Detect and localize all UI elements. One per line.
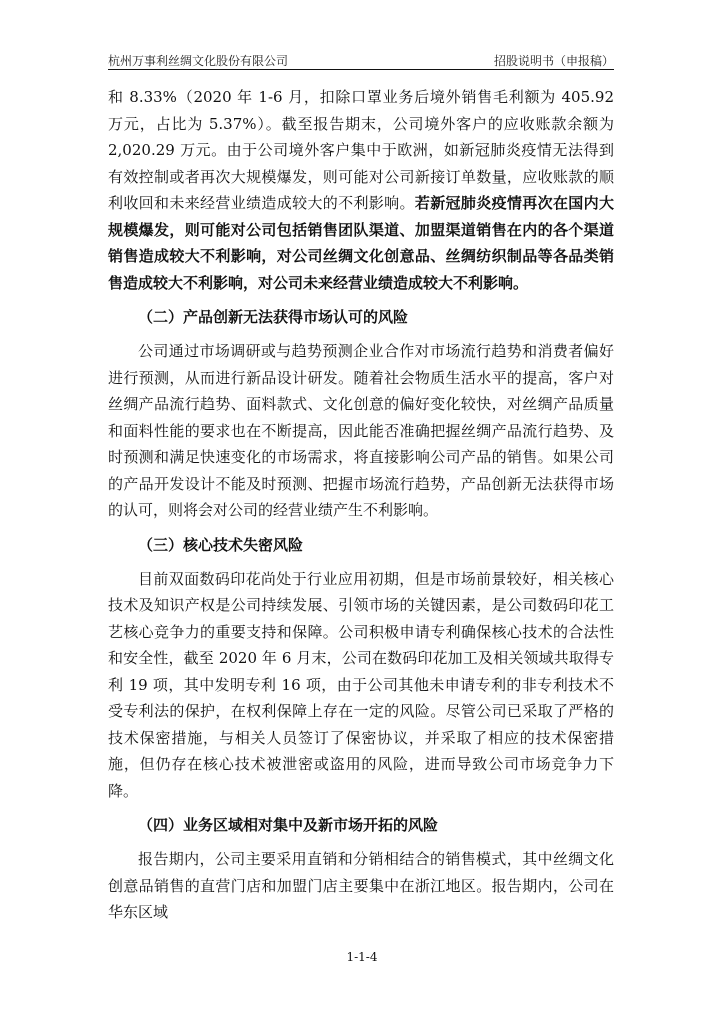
section-heading-regional-concentration: （四）业务区域相对集中及新市场开拓的风险	[138, 816, 439, 834]
page-number: 1-1-4	[346, 950, 378, 964]
header-document-title: 招股说明书（申报稿）	[493, 54, 614, 68]
section-heading-product-innovation: （二）产品创新无法获得市场认可的风险	[138, 308, 409, 326]
paragraph-tech-leak: 目前双面数码印花尚处于行业应用初期，但是市场前景较好，相关核心技术及知识产权是公司持续发展、引领市场的关键因素，是公司数码印花工艺核心竞争力的重要支持和保障。公司积极申请专利确保核心技术的合法性和安全性，截至 2020 年 6 月末，公司在数码印花加工及相关领域共取得专利 19 项，其中发明专利 16 项，由于公司其他未申请专利的非专利技术不受专利法的保护，在权利保障上存在一定的风险。尽管公司已采取了严格的技术保密措施，与相关人员签订了保密协议，并采取了相应的技术保密措施，但仍存在核心技术被泄密或盗用的风险，进而导致公司市场竞争力下降。	[108, 569, 614, 800]
paragraph-text: 和 8.33%（2020 年 1-6 月，扣除口罩业务后境外销售毛利额为 405.92 万元，占比为 5.37%）。截至报告期末，公司境外客户的应收账款余额为 2,020.29 万元。由于公司境外客户集中于欧洲，如新冠肺炎疫情无法得到有效控制或者再次大规模爆发，则可能对公司新接订单数量，应收账款的顺利收回和未来经营业绩造成较大的不利影响。	[108, 88, 614, 212]
section-heading-tech-leak: （三）核心技术失密风险	[138, 535, 304, 554]
paragraph-covid-impact	[108, 84, 614, 296]
page-body	[108, 84, 614, 926]
header-divider	[108, 69, 614, 70]
header-company-name: 杭州万事利丝绸文化股份有限公司	[108, 54, 289, 68]
paragraph-product-innovation: 公司通过市场调研或与趋势预测企业合作对市场流行趋势和消费者偏好进行预测，从而进行新品设计研发。随着社会物质生活水平的提高，客户对丝绸产品流行趋势、面料款式、文化创意的偏好变化较快，对丝绸产品质量和面料性能的要求也在不断提高，因此能否准确把握丝绸产品流行趋势、及时预测和满足快速变化的市场需求，将直接影响公司产品的销售。如果公司的产品开发设计不能及时预测、把握市场流行趋势，产品创新无法获得市场的认可，则将会对公司的经营业绩产生不利影响。	[108, 342, 614, 519]
paragraph-regional-concentration: 报告期内，公司主要采用直销和分销相结合的销售模式，其中丝绸文化创意品销售的直营门店和加盟门店主要集中在浙江地区。报告期内，公司在华东区域	[108, 850, 614, 921]
page-header	[108, 48, 614, 70]
paragraph-bold-text: 若新冠肺炎疫情再次在国内大规模爆发，则可能对公司包括销售团队渠道、加盟渠道销售在内的各个渠道销售造成较大不利影响，对公司丝绸文化创意品、丝绸纺织制品等各品类销售造成较大不利影响，对公司未来经营业绩造成较大不利影响。	[108, 194, 614, 292]
